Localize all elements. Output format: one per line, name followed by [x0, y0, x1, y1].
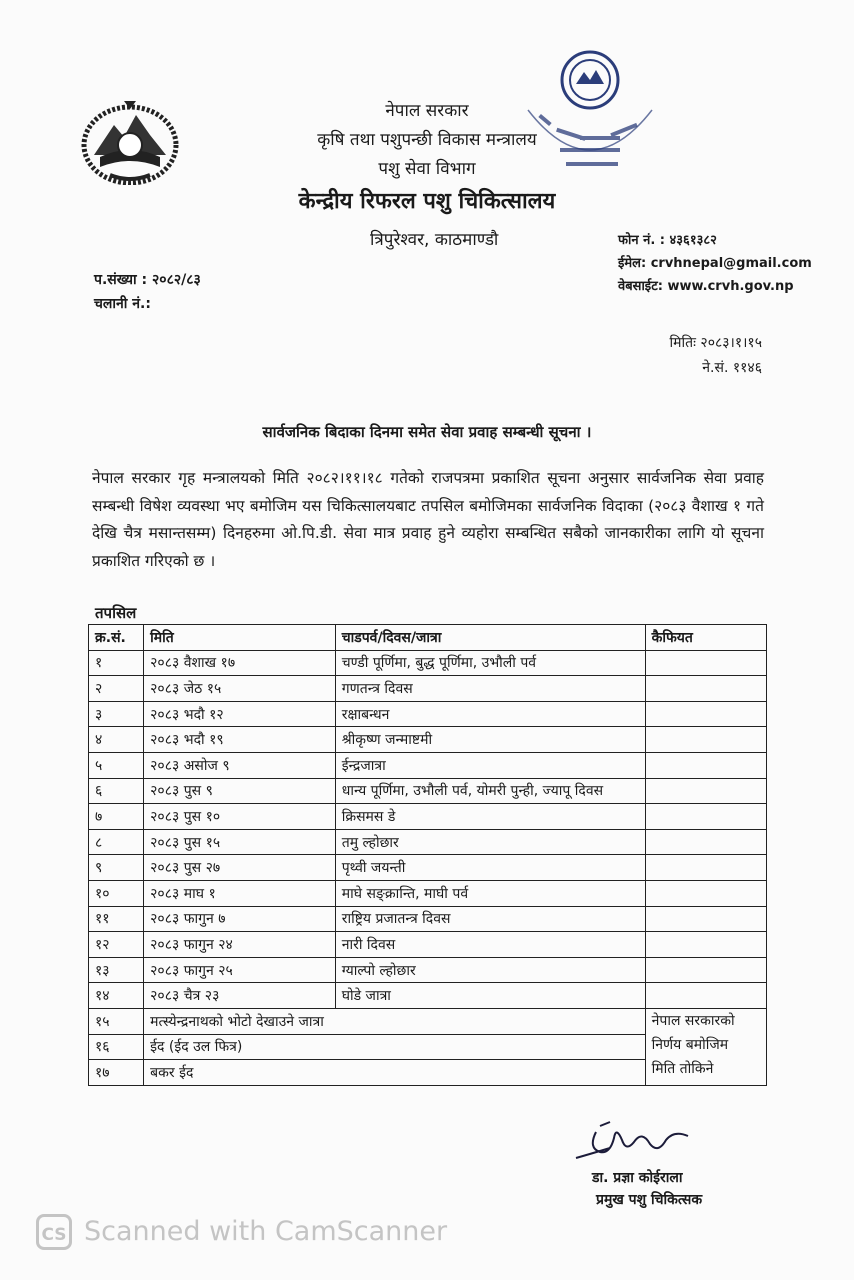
- table-row: [89, 778, 767, 804]
- table-row: [89, 1008, 767, 1034]
- table-row: [89, 855, 767, 881]
- website-link[interactable]: वेबसाईट: www.crvh.gov.np: [618, 279, 794, 294]
- table-row: [89, 957, 767, 983]
- row-date: २०८३ फागुन २४: [144, 932, 336, 958]
- row-festival: क्रिसमस डे: [335, 804, 645, 830]
- row-date: २०८३ पुस २७: [144, 855, 336, 881]
- row-festival: चण्डी पूर्णिमा, बुद्ध पूर्णिमा, उभौली पर्व: [335, 650, 645, 676]
- row-remarks: [645, 855, 766, 881]
- row-serial: ७: [89, 804, 144, 830]
- office-name: केन्द्रीय रिफरल पशु चिकित्सालय: [298, 189, 556, 214]
- signatory-name: डा. प्रज्ञा कोईराला: [592, 1170, 683, 1186]
- row-festival: ईद (ईद उल फित्र): [144, 1034, 645, 1060]
- row-remarks: [645, 778, 766, 804]
- row-date: २०८३ भदौ १२: [144, 701, 336, 727]
- dispatch-number: चलानी नं.:: [94, 296, 151, 312]
- row-remarks: [645, 906, 766, 932]
- row-serial: १४: [89, 983, 144, 1009]
- table-row: [89, 983, 767, 1009]
- row-date: २०८३ भदौ १९: [144, 727, 336, 753]
- row-festival: श्रीकृष्ण जन्माष्टमी: [335, 727, 645, 753]
- header-serial: क्र.सं.: [89, 625, 144, 651]
- row-festival: धान्य पूर्णिमा, उभौली पर्व, योमरी पुन्ही, ज्यापू दिवस: [335, 778, 645, 804]
- row-festival: पृथ्वी जयन्ती: [335, 855, 645, 881]
- phone-number: फोन नं. : ४३६१३८२: [618, 233, 717, 248]
- table-row: [89, 752, 767, 778]
- date-ns: ने.सं. ११४६: [702, 360, 762, 376]
- row-festival: बकर ईद: [144, 1060, 645, 1086]
- table-row: [89, 906, 767, 932]
- row-festival: मत्स्येन्द्रनाथको भोटो देखाउने जात्रा: [144, 1008, 645, 1034]
- row-serial: १७: [89, 1060, 144, 1086]
- notice-subject: सार्वजनिक बिदाका दिनमा समेत सेवा प्रवाह सम्बन्धी सूचना ।: [262, 423, 592, 441]
- row-remarks: [645, 752, 766, 778]
- row-remarks: [645, 1008, 766, 1085]
- row-serial: ४: [89, 727, 144, 753]
- row-serial: ५: [89, 752, 144, 778]
- office-address: त्रिपुरेश्वर, काठमाण्डौ: [370, 230, 499, 250]
- email-address: ईमेल: crvhnepal@gmail.com: [618, 256, 812, 271]
- remark-line: निर्णय बमोजिम: [651, 1036, 729, 1053]
- row-serial: ३: [89, 701, 144, 727]
- table-header-row: [89, 625, 767, 651]
- row-festival: नारी दिवस: [335, 932, 645, 958]
- row-date: २०८३ फागुन ७: [144, 906, 336, 932]
- row-remarks: [645, 701, 766, 727]
- row-date: २०८३ वैशाख १७: [144, 650, 336, 676]
- row-serial: १३: [89, 957, 144, 983]
- table-row: [89, 676, 767, 702]
- row-festival: तमु ल्होछार: [335, 829, 645, 855]
- row-remarks: [645, 880, 766, 906]
- holiday-table: [88, 624, 767, 1086]
- row-date: २०८३ चैत्र २३: [144, 983, 336, 1009]
- row-festival: गणतन्त्र दिवस: [335, 676, 645, 702]
- row-festival: घोडे जात्रा: [335, 983, 645, 1009]
- row-date: २०८३ पुस १५: [144, 829, 336, 855]
- table-row: [89, 932, 767, 958]
- table-row: [89, 829, 767, 855]
- table-row: [89, 650, 767, 676]
- header-date: मिति: [144, 625, 336, 651]
- ministry-name: कृषि तथा पशुपन्छी विकास मन्त्रालय: [317, 130, 537, 150]
- row-festival: ग्याल्पो ल्होछार: [335, 957, 645, 983]
- row-serial: ९: [89, 855, 144, 881]
- row-date: २०८३ फागुन २५: [144, 957, 336, 983]
- row-date: २०८३ जेठ १५: [144, 676, 336, 702]
- row-remarks: [645, 957, 766, 983]
- table-row: [89, 804, 767, 830]
- table-row: [89, 701, 767, 727]
- camscanner-watermark: Scanned with CamScanner: [84, 1216, 448, 1247]
- row-festival: राष्ट्रिय प्रजातन्त्र दिवस: [335, 906, 645, 932]
- signature-mark: [570, 1118, 700, 1166]
- header-festival: चाडपर्व/दिवस/जात्रा: [335, 625, 645, 651]
- signatory-title: प्रमुख पशु चिकित्सक: [596, 1192, 703, 1208]
- row-serial: २: [89, 676, 144, 702]
- table-body: [89, 650, 767, 1085]
- row-serial: १: [89, 650, 144, 676]
- remark-line: नेपाल सरकारको: [651, 1012, 735, 1029]
- row-remarks: [645, 727, 766, 753]
- row-serial: १५: [89, 1008, 144, 1034]
- row-date: २०८३ माघ १: [144, 880, 336, 906]
- row-remarks: [645, 932, 766, 958]
- table-row: [89, 727, 767, 753]
- row-serial: ८: [89, 829, 144, 855]
- camscanner-logo-icon: CS: [36, 1214, 72, 1250]
- row-remarks: [645, 676, 766, 702]
- row-serial: ६: [89, 778, 144, 804]
- gov-name: नेपाल सरकार: [385, 101, 469, 121]
- row-date: २०८३ पुस १०: [144, 804, 336, 830]
- row-serial: १२: [89, 932, 144, 958]
- table-row: [89, 880, 767, 906]
- remark-line: मिति तोकिने: [651, 1060, 714, 1077]
- row-remarks: [645, 650, 766, 676]
- row-remarks: [645, 804, 766, 830]
- row-serial: ११: [89, 906, 144, 932]
- date-bs: मितिः २०८३।१।१५: [669, 335, 762, 351]
- table-caption: तपसिल: [95, 604, 137, 622]
- row-remarks: [645, 983, 766, 1009]
- row-serial: १६: [89, 1034, 144, 1060]
- row-festival: ईन्द्रजात्रा: [335, 752, 645, 778]
- row-festival: माघे सङ्क्रान्ति, माघी पर्व: [335, 880, 645, 906]
- row-date: २०८३ असोज ९: [144, 752, 336, 778]
- letter-number: प.संख्या : २०८२/८३: [94, 272, 201, 288]
- row-festival: रक्षाबन्धन: [335, 701, 645, 727]
- row-date: २०८३ पुस ९: [144, 778, 336, 804]
- row-remarks: [645, 829, 766, 855]
- department-name: पशु सेवा विभाग: [378, 159, 476, 179]
- row-serial: १०: [89, 880, 144, 906]
- header-remarks: कैफियत: [645, 625, 766, 651]
- notice-body: नेपाल सरकार गृह मन्त्रालयको मिति २०८२।११।१८ गतेको राजपत्रमा प्रकाशित सूचना अनुसार सार्वजनिक सेवा प्रवाह सम्बन्धी विषेश व्यवस्था भए बमोजिम यस चिकित्सालयबाट तपसिल बमोजिमका सार्वजनिक विदाका (२०८३ वैशाख १ गते देखि चैत्र मसान्तसम्म) दिनहरुमा ओ.पि.डी. सेवा मात्र प्रवाह हुने व्यहोरा सम्बन्धित सबैको जानकारीका लागि यो सूचना प्रकाशित गरिएको छ ।: [92, 469, 764, 570]
